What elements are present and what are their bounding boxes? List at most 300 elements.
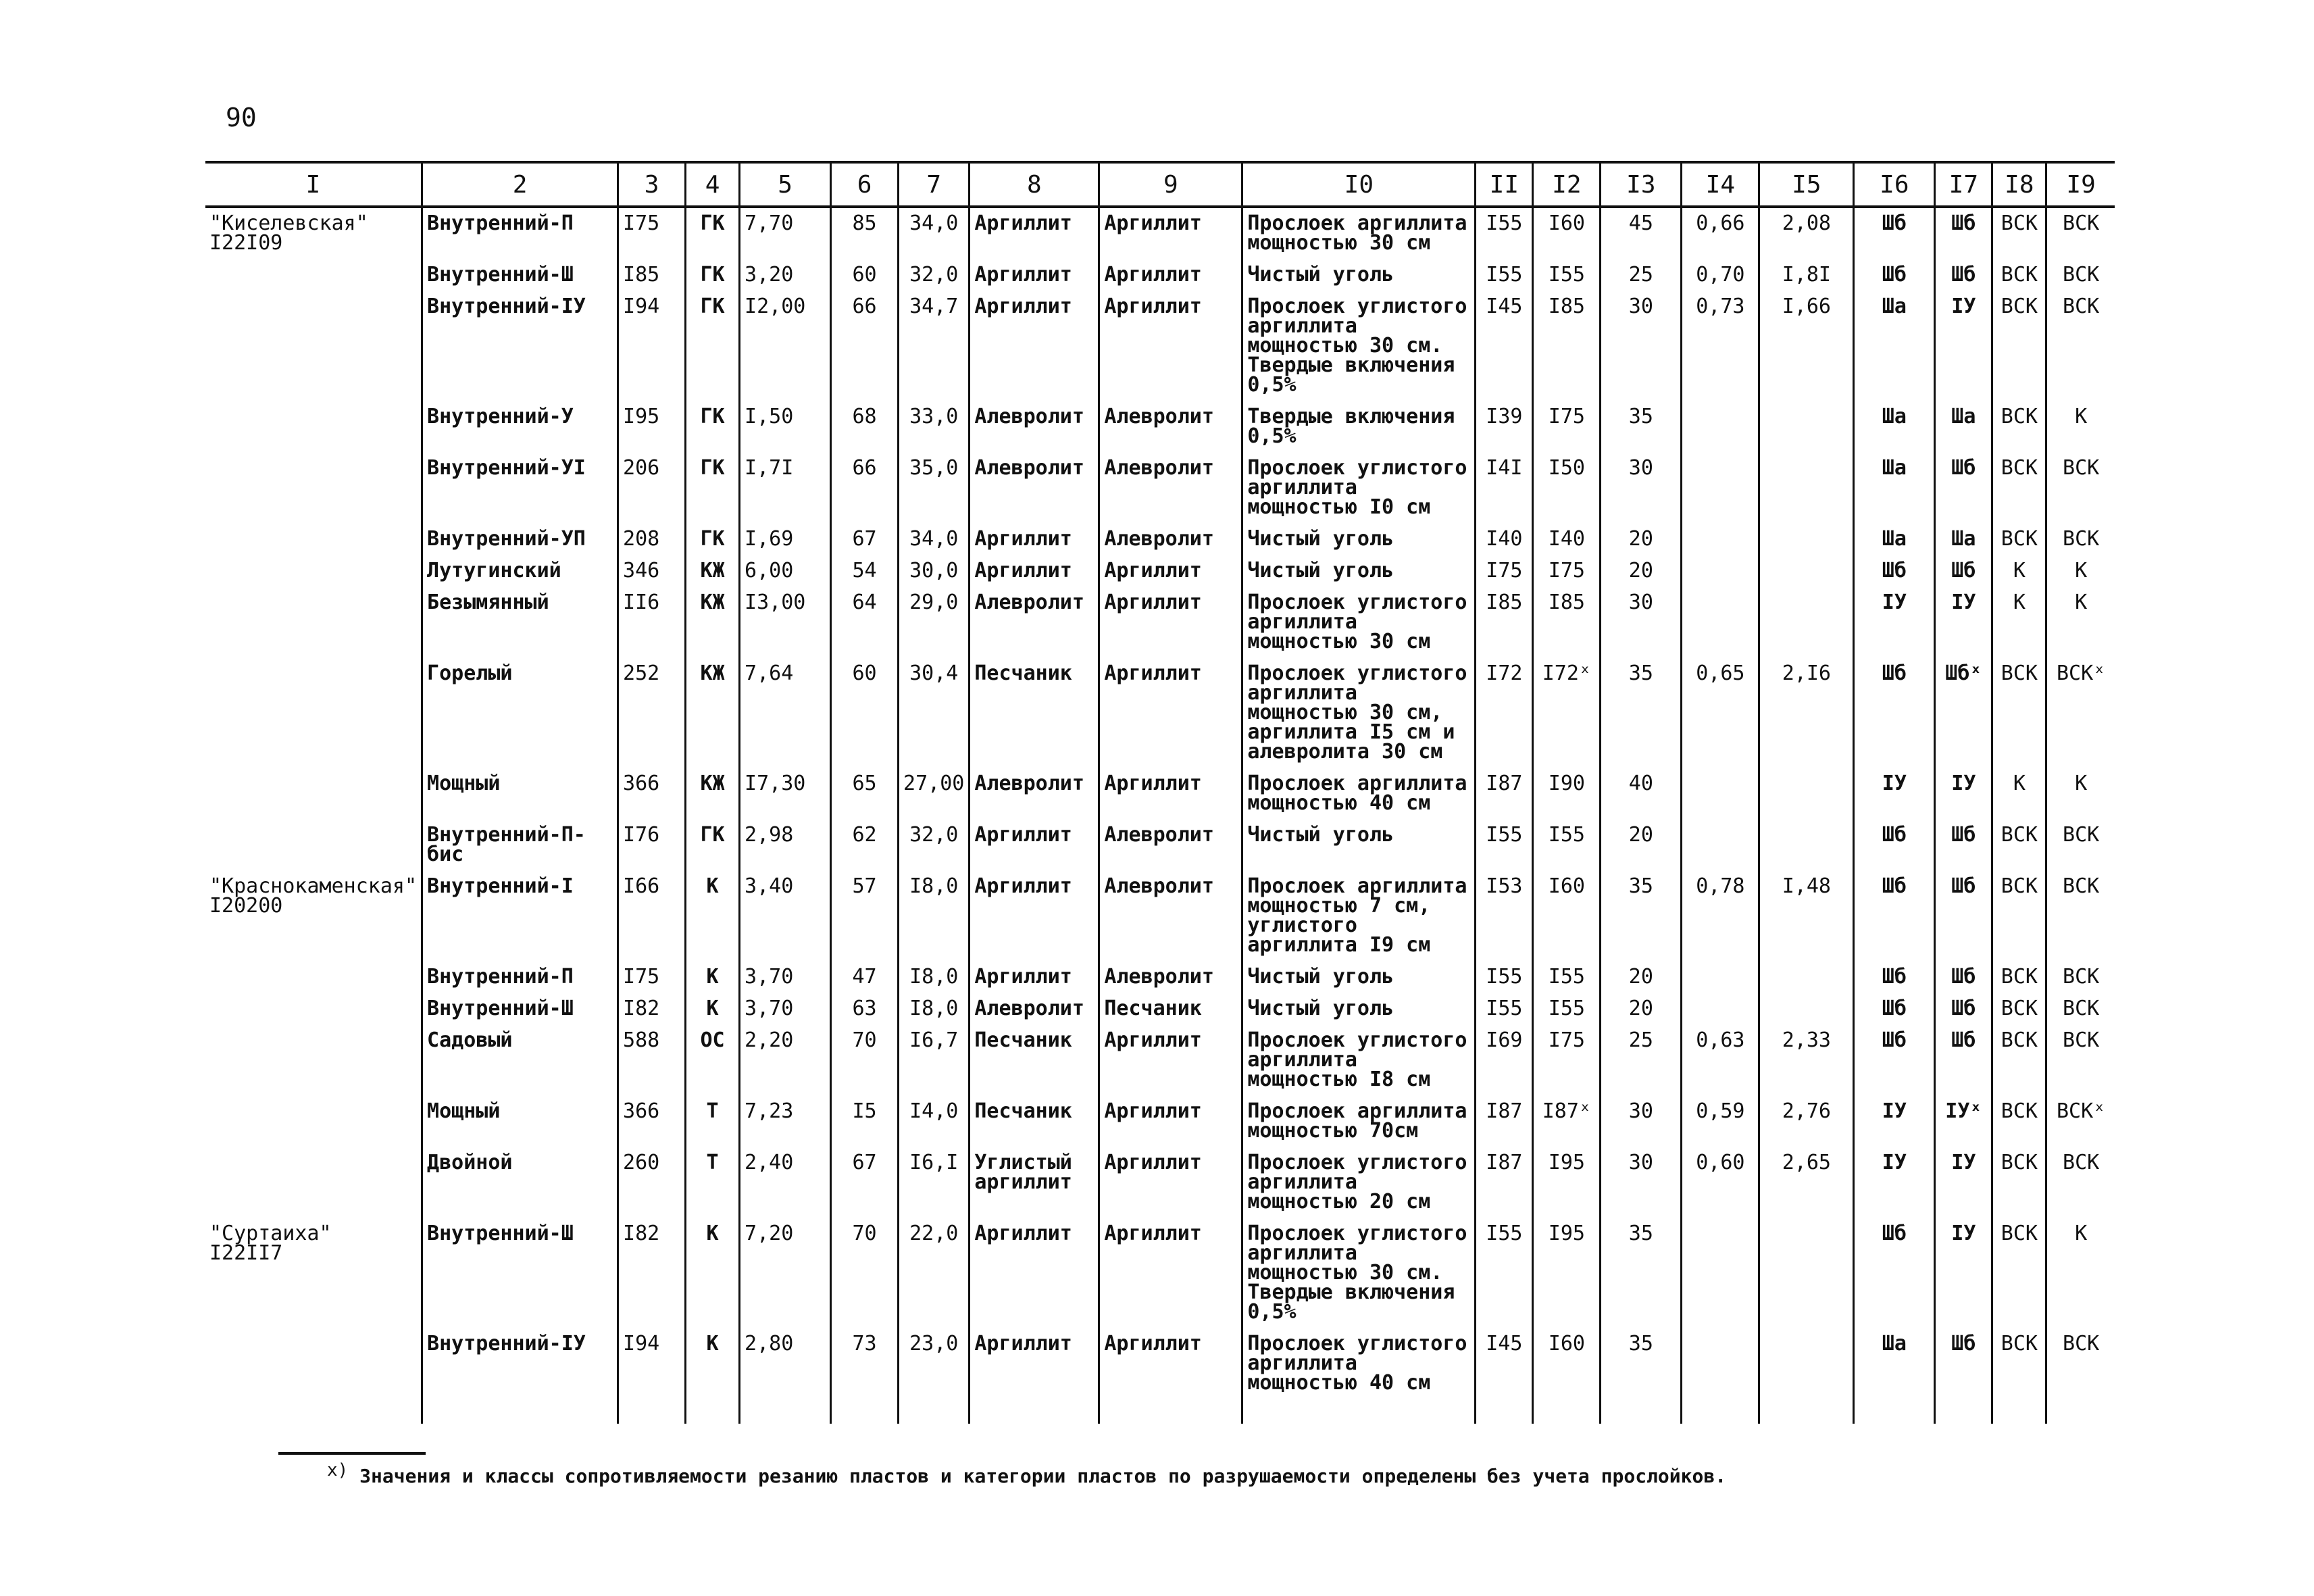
table-cell: I,8I [1759, 259, 1854, 291]
header-row [205, 162, 2115, 207]
column-header: 5 [740, 162, 831, 207]
table-cell: 68 [831, 401, 899, 453]
table-cell: IУ [1935, 1147, 1992, 1218]
field-cell [205, 1147, 422, 1218]
table-cell: IУ [1854, 1096, 1935, 1147]
table-cell [1682, 587, 1759, 658]
table-cell: ВСК [2046, 524, 2115, 555]
table-cell: 20 [1601, 820, 1682, 871]
table-cell: К [686, 1328, 740, 1424]
table-cell [1682, 1218, 1759, 1328]
table-row [205, 820, 2115, 871]
table-cell: ВСК [1992, 401, 2046, 453]
field-cell [205, 1096, 422, 1147]
table-cell: Прослоек углистого аргиллита мощностью 20 см [1242, 1147, 1476, 1218]
table-cell: 2,80 [740, 1328, 831, 1424]
table-cell: 0,60 [1682, 1147, 1759, 1218]
table-cell: I55 [1533, 259, 1601, 291]
table-cell: К [686, 993, 740, 1025]
column-header: I [205, 162, 422, 207]
table-cell: Ша [1854, 1328, 1935, 1424]
table-cell: Песчаник [970, 658, 1099, 768]
table-cell: I95 [618, 401, 686, 453]
table-cell: К [2046, 555, 2115, 587]
table-cell [1759, 401, 1854, 453]
table-cell: ВСК [1992, 1328, 2046, 1424]
table-cell: Т [686, 1147, 740, 1218]
table-cell: Алевролит [1099, 453, 1242, 524]
column-header: I5 [1759, 162, 1854, 207]
table-cell: I53 [1476, 871, 1533, 962]
table-cell: 0,65 [1682, 658, 1759, 768]
table-cell: 30,4 [899, 658, 970, 768]
table-cell: ВСК [2046, 207, 2115, 259]
table-cell: I72ˣ [1533, 658, 1601, 768]
table-cell: 0,66 [1682, 207, 1759, 259]
table-cell: I,48 [1759, 871, 1854, 962]
field-cell [205, 768, 422, 820]
field-cell [205, 1025, 422, 1096]
table-cell: 206 [618, 453, 686, 524]
table-row [205, 555, 2115, 587]
table-cell: Чистый уголь [1242, 993, 1476, 1025]
table-cell: 85 [831, 207, 899, 259]
table-cell: 30 [1601, 291, 1682, 401]
table-cell [1682, 1328, 1759, 1424]
table-cell: 2,08 [1759, 207, 1854, 259]
table-cell: Чистый уголь [1242, 524, 1476, 555]
table-cell: ГК [686, 259, 740, 291]
table-cell: IУ [1935, 587, 1992, 658]
table-row [205, 962, 2115, 993]
table-cell: 35 [1601, 1328, 1682, 1424]
table-cell: КЖ [686, 555, 740, 587]
table-cell: Прослоек аргиллита мощностью 70см [1242, 1096, 1476, 1147]
table-cell: 67 [831, 1147, 899, 1218]
table-cell: 30 [1601, 453, 1682, 524]
table-cell: IУ [1935, 291, 1992, 401]
table-row [205, 1218, 2115, 1328]
table-cell: Ша [1854, 524, 1935, 555]
table-cell: 20 [1601, 962, 1682, 993]
table-cell: ВСК [2046, 962, 2115, 993]
table-cell: 3,20 [740, 259, 831, 291]
table-cell: Шб [1935, 993, 1992, 1025]
table-cell: I95 [1533, 1147, 1601, 1218]
table-cell: Углистый аргиллит [970, 1147, 1099, 1218]
field-cell [205, 259, 422, 291]
table-cell: 346 [618, 555, 686, 587]
table-cell: Внутренний-Ш [422, 259, 618, 291]
table-cell: 35 [1601, 401, 1682, 453]
table-cell: 22,0 [899, 1218, 970, 1328]
column-header: 3 [618, 162, 686, 207]
table-cell: 66 [831, 453, 899, 524]
table-cell [1759, 1218, 1854, 1328]
table-cell: 0,70 [1682, 259, 1759, 291]
table-cell: Песчаник [970, 1096, 1099, 1147]
table-cell: Аргиллит [970, 207, 1099, 259]
table-cell: Внутренний-УI [422, 453, 618, 524]
field-cell [205, 1328, 422, 1424]
table-cell: Аргиллит [1099, 291, 1242, 401]
table-cell: Шб [1935, 453, 1992, 524]
table-cell: Внутренний-П-бис [422, 820, 618, 871]
table-cell: Аргиллит [1099, 768, 1242, 820]
table-cell: 35 [1601, 658, 1682, 768]
table-cell: Аргиллит [1099, 207, 1242, 259]
table-cell: I75 [1533, 1025, 1601, 1096]
table-cell: 34,7 [899, 291, 970, 401]
table-cell: Аргиллит [970, 1328, 1099, 1424]
table-cell: ВСК [1992, 524, 2046, 555]
table-cell: 35 [1601, 871, 1682, 962]
table-cell: Аргиллит [1099, 1025, 1242, 1096]
footnote-text: Значения и классы сопротивляемости резанию пластов и категории пластов по разрушаемости определены без учета прослойков. [359, 1465, 1727, 1487]
footnote-mark: x) [327, 1460, 349, 1480]
table-cell: 0,63 [1682, 1025, 1759, 1096]
table-cell: 23,0 [899, 1328, 970, 1424]
table-cell [1759, 587, 1854, 658]
table-cell: 60 [831, 658, 899, 768]
table-cell: I85 [1476, 587, 1533, 658]
column-header: 6 [831, 162, 899, 207]
table-row [205, 453, 2115, 524]
table-cell: ВСК [1992, 993, 2046, 1025]
table-cell: Прослоек аргиллита мощностью 40 см [1242, 768, 1476, 820]
table-cell: Ша [1854, 291, 1935, 401]
table-cell: 20 [1601, 993, 1682, 1025]
table-cell: Внутренний-П [422, 207, 618, 259]
table-cell: Алевролит [970, 587, 1099, 658]
table-cell: Внутренний-IУ [422, 291, 618, 401]
table-cell: ВСК [2046, 820, 2115, 871]
column-header: I9 [2046, 162, 2115, 207]
table-cell: ВСК [1992, 207, 2046, 259]
table-cell: Внутренний-У [422, 401, 618, 453]
table-cell: ВСК [1992, 259, 2046, 291]
table-cell: I75 [1533, 555, 1601, 587]
table-body [205, 207, 2115, 1424]
table-cell: Внутренний-IУ [422, 1328, 618, 1424]
table-cell: Ша [1935, 524, 1992, 555]
field-cell: "Суртаиха" I22II7 [209, 1222, 332, 1265]
table-cell: 0,59 [1682, 1096, 1759, 1147]
table-cell: 208 [618, 524, 686, 555]
table-row [205, 1147, 2115, 1218]
table-cell: I7,30 [740, 768, 831, 820]
table-cell: ВСК [1992, 820, 2046, 871]
table-cell: Прослоек углистого аргиллита мощностью 40 см [1242, 1328, 1476, 1424]
table-cell: Аргиллит [970, 524, 1099, 555]
table-row [205, 207, 2115, 259]
table-header [205, 162, 2115, 207]
table-cell [1759, 820, 1854, 871]
table-cell: Аргиллит [970, 820, 1099, 871]
field-cell [205, 453, 422, 524]
table-cell: Алевролит [1099, 820, 1242, 871]
table-cell: Аргиллит [970, 871, 1099, 962]
table-cell: ВСК [1992, 962, 2046, 993]
table-cell: 47 [831, 962, 899, 993]
column-header: I7 [1935, 162, 1992, 207]
table-cell: I,50 [740, 401, 831, 453]
column-header: I3 [1601, 162, 1682, 207]
table-cell: 30,0 [899, 555, 970, 587]
table-cell: Шб [1854, 820, 1935, 871]
table-cell: Чистый уголь [1242, 555, 1476, 587]
table-cell: 70 [831, 1025, 899, 1096]
field-cell [205, 291, 422, 401]
table-cell: Песчаник [1099, 993, 1242, 1025]
table-cell: ВСК [2046, 1147, 2115, 1218]
table-cell: I76 [618, 820, 686, 871]
table-cell: ГК [686, 524, 740, 555]
table-cell: I55 [1476, 962, 1533, 993]
table-cell: I85 [1533, 587, 1601, 658]
table-cell: 2,20 [740, 1025, 831, 1096]
table-cell: I8,0 [899, 962, 970, 993]
table-cell: Алевролит [1099, 962, 1242, 993]
table-cell: 62 [831, 820, 899, 871]
column-header: II [1476, 162, 1533, 207]
table-row [205, 291, 2115, 401]
footnote [327, 1460, 1727, 1487]
table-cell: 3,70 [740, 993, 831, 1025]
table-row [205, 524, 2115, 555]
table-cell: Прослоек углистого аргиллита мощностью 30 см. Твердые включения 0,5% [1242, 1218, 1476, 1328]
table-cell: Алевролит [1099, 871, 1242, 962]
table-cell [1759, 768, 1854, 820]
column-header: 8 [970, 162, 1099, 207]
table-cell: Шб [1854, 993, 1935, 1025]
table-row [205, 993, 2115, 1025]
footnote-rule [278, 1452, 426, 1455]
column-header: I8 [1992, 162, 2046, 207]
table-cell: I55 [1476, 1218, 1533, 1328]
table-cell: I45 [1476, 291, 1533, 401]
field-cell [205, 587, 422, 658]
table-cell: Ша [1854, 401, 1935, 453]
table-cell: Алевролит [970, 401, 1099, 453]
column-header: I0 [1242, 162, 1476, 207]
table-cell: Прослоек аргиллита мощностью 7 см, углистого аргиллита I9 см [1242, 871, 1476, 962]
table-cell: ГК [686, 291, 740, 401]
table-cell: Аргиллит [1099, 259, 1242, 291]
table-cell: К [686, 962, 740, 993]
table-cell: I,69 [740, 524, 831, 555]
field-cell: "Киселевская" I22I09 [209, 211, 368, 255]
table-cell: ВСК [2046, 1025, 2115, 1096]
table-cell: I60 [1533, 1328, 1601, 1424]
table-cell: 34,0 [899, 207, 970, 259]
field-cell [205, 993, 422, 1025]
table-cell: ОС [686, 1025, 740, 1096]
table-cell: Внутренний-П [422, 962, 618, 993]
table-cell: 54 [831, 555, 899, 587]
table-cell: Шб [1854, 1025, 1935, 1096]
table-cell: Аргиллит [970, 291, 1099, 401]
table-cell: I40 [1476, 524, 1533, 555]
table-cell: 65 [831, 768, 899, 820]
table-cell: КЖ [686, 587, 740, 658]
table-cell: 25 [1601, 1025, 1682, 1096]
table-cell: Шб [1935, 1328, 1992, 1424]
field-cell [205, 524, 422, 555]
table-cell: ГК [686, 453, 740, 524]
table-cell [1759, 993, 1854, 1025]
table-cell: 25 [1601, 259, 1682, 291]
table-cell: Шб [1935, 207, 1992, 259]
table-cell: ВСК [1992, 871, 2046, 962]
column-header: I6 [1854, 162, 1935, 207]
table-cell: 7,64 [740, 658, 831, 768]
table-cell: Прослоек углистого аргиллита мощностью 30 см. Твердые включения 0,5% [1242, 291, 1476, 401]
table-cell: I55 [1533, 962, 1601, 993]
table-cell: К [2046, 401, 2115, 453]
table-cell: К [1992, 768, 2046, 820]
table-cell: ВСК [2046, 993, 2115, 1025]
table-cell: 366 [618, 1096, 686, 1147]
table-cell: Алевролит [970, 768, 1099, 820]
table-cell: Чистый уголь [1242, 259, 1476, 291]
table-cell: I55 [1476, 259, 1533, 291]
table-cell: ВСК [1992, 1218, 2046, 1328]
table-cell: Шб [1935, 1025, 1992, 1096]
table-cell: Прослоек углистого аргиллита мощностью 30 см [1242, 587, 1476, 658]
table-row [205, 1096, 2115, 1147]
table-cell: I2,00 [740, 291, 831, 401]
table-cell: Шб [1935, 259, 1992, 291]
field-cell [205, 658, 422, 768]
column-header: I4 [1682, 162, 1759, 207]
table-cell: Прослоек углистого аргиллита мощностью 30 см, аргиллита I5 см и алевролита 30 см [1242, 658, 1476, 768]
column-header: 4 [686, 162, 740, 207]
table-cell: ВСК [1992, 658, 2046, 768]
table-cell: Мощный [422, 1096, 618, 1147]
table-cell: Шб [1854, 207, 1935, 259]
table-cell: Аргиллит [1099, 1218, 1242, 1328]
table-row [205, 259, 2115, 291]
table-cell: II6 [618, 587, 686, 658]
table-cell: ВСК [2046, 291, 2115, 401]
table-cell: 20 [1601, 555, 1682, 587]
table-cell: 35 [1601, 1218, 1682, 1328]
table-cell: Ша [1935, 401, 1992, 453]
table-cell: К [2046, 587, 2115, 658]
table-cell: Шб [1935, 871, 1992, 962]
table-cell: ГК [686, 820, 740, 871]
table-cell: Аргиллит [1099, 1096, 1242, 1147]
table-cell: 60 [831, 259, 899, 291]
table-cell: Лутугинский [422, 555, 618, 587]
table-cell: Шб [1854, 555, 1935, 587]
table-cell: I87 [1476, 1147, 1533, 1218]
table-cell: 0,73 [1682, 291, 1759, 401]
table-cell: 0,78 [1682, 871, 1759, 962]
field-cell: "Краснокаменская" I20200 [209, 874, 418, 918]
table-cell: IУ [1854, 587, 1935, 658]
table-cell: ВСК [2046, 871, 2115, 962]
table-cell: I75 [618, 207, 686, 259]
table-cell: 29,0 [899, 587, 970, 658]
table-cell: ВСК [1992, 291, 2046, 401]
table-cell: Аргиллит [970, 962, 1099, 993]
table-cell: Шб [1854, 658, 1935, 768]
table-cell: 7,23 [740, 1096, 831, 1147]
table-cell: 32,0 [899, 820, 970, 871]
table-cell: 588 [618, 1025, 686, 1096]
table-cell: 252 [618, 658, 686, 768]
table-cell: 30 [1601, 1096, 1682, 1147]
field-cell [205, 820, 422, 871]
table-cell: 30 [1601, 1147, 1682, 1218]
table-cell: Шб [1854, 1218, 1935, 1328]
table-cell: I4I [1476, 453, 1533, 524]
table-cell: Аргиллит [970, 259, 1099, 291]
table-cell: Внутренний-УП [422, 524, 618, 555]
table-row [205, 871, 2115, 962]
table-cell: I4,0 [899, 1096, 970, 1147]
table-cell: I6,I [899, 1147, 970, 1218]
table-cell [1682, 993, 1759, 1025]
table-cell: I94 [618, 1328, 686, 1424]
table-cell: IУ [1935, 768, 1992, 820]
table-cell: ВСК [1992, 453, 2046, 524]
table-cell [1682, 453, 1759, 524]
table-cell: 73 [831, 1328, 899, 1424]
table-row [205, 587, 2115, 658]
table-cell: Алевролит [1099, 524, 1242, 555]
field-cell [205, 401, 422, 453]
table-cell: 366 [618, 768, 686, 820]
table-cell: 2,33 [1759, 1025, 1854, 1096]
table-row [205, 768, 2115, 820]
table-cell: I60 [1533, 207, 1601, 259]
table-row [205, 401, 2115, 453]
table-cell [1682, 524, 1759, 555]
table-cell: 260 [618, 1147, 686, 1218]
table-cell: I75 [1476, 555, 1533, 587]
table-cell: IУ [1935, 1218, 1992, 1328]
table-cell: I,7I [740, 453, 831, 524]
table-cell: I39 [1476, 401, 1533, 453]
table-cell: Аргиллит [1099, 555, 1242, 587]
column-header: 7 [899, 162, 970, 207]
table-cell: Шб [1854, 962, 1935, 993]
table-cell: Аргиллит [1099, 587, 1242, 658]
table-cell: 2,65 [1759, 1147, 1854, 1218]
table-cell: Шб [1854, 871, 1935, 962]
table-cell: 2,76 [1759, 1096, 1854, 1147]
table-cell: ВСКˣ [2046, 1096, 2115, 1147]
table-cell: Шб [1854, 259, 1935, 291]
table-cell: 30 [1601, 587, 1682, 658]
table-cell: Аргиллит [970, 555, 1099, 587]
table-cell: I87 [1476, 1096, 1533, 1147]
table-cell: Аргиллит [1099, 658, 1242, 768]
table-cell: I72 [1476, 658, 1533, 768]
table-cell: I60 [1533, 871, 1601, 962]
table-cell [1759, 453, 1854, 524]
column-header: I2 [1533, 162, 1601, 207]
table-cell: I55 [1533, 820, 1601, 871]
table-cell [1682, 768, 1759, 820]
table-cell: 3,70 [740, 962, 831, 993]
table-cell [1682, 962, 1759, 993]
table-cell: К [2046, 1218, 2115, 1328]
table-cell: 3,40 [740, 871, 831, 962]
